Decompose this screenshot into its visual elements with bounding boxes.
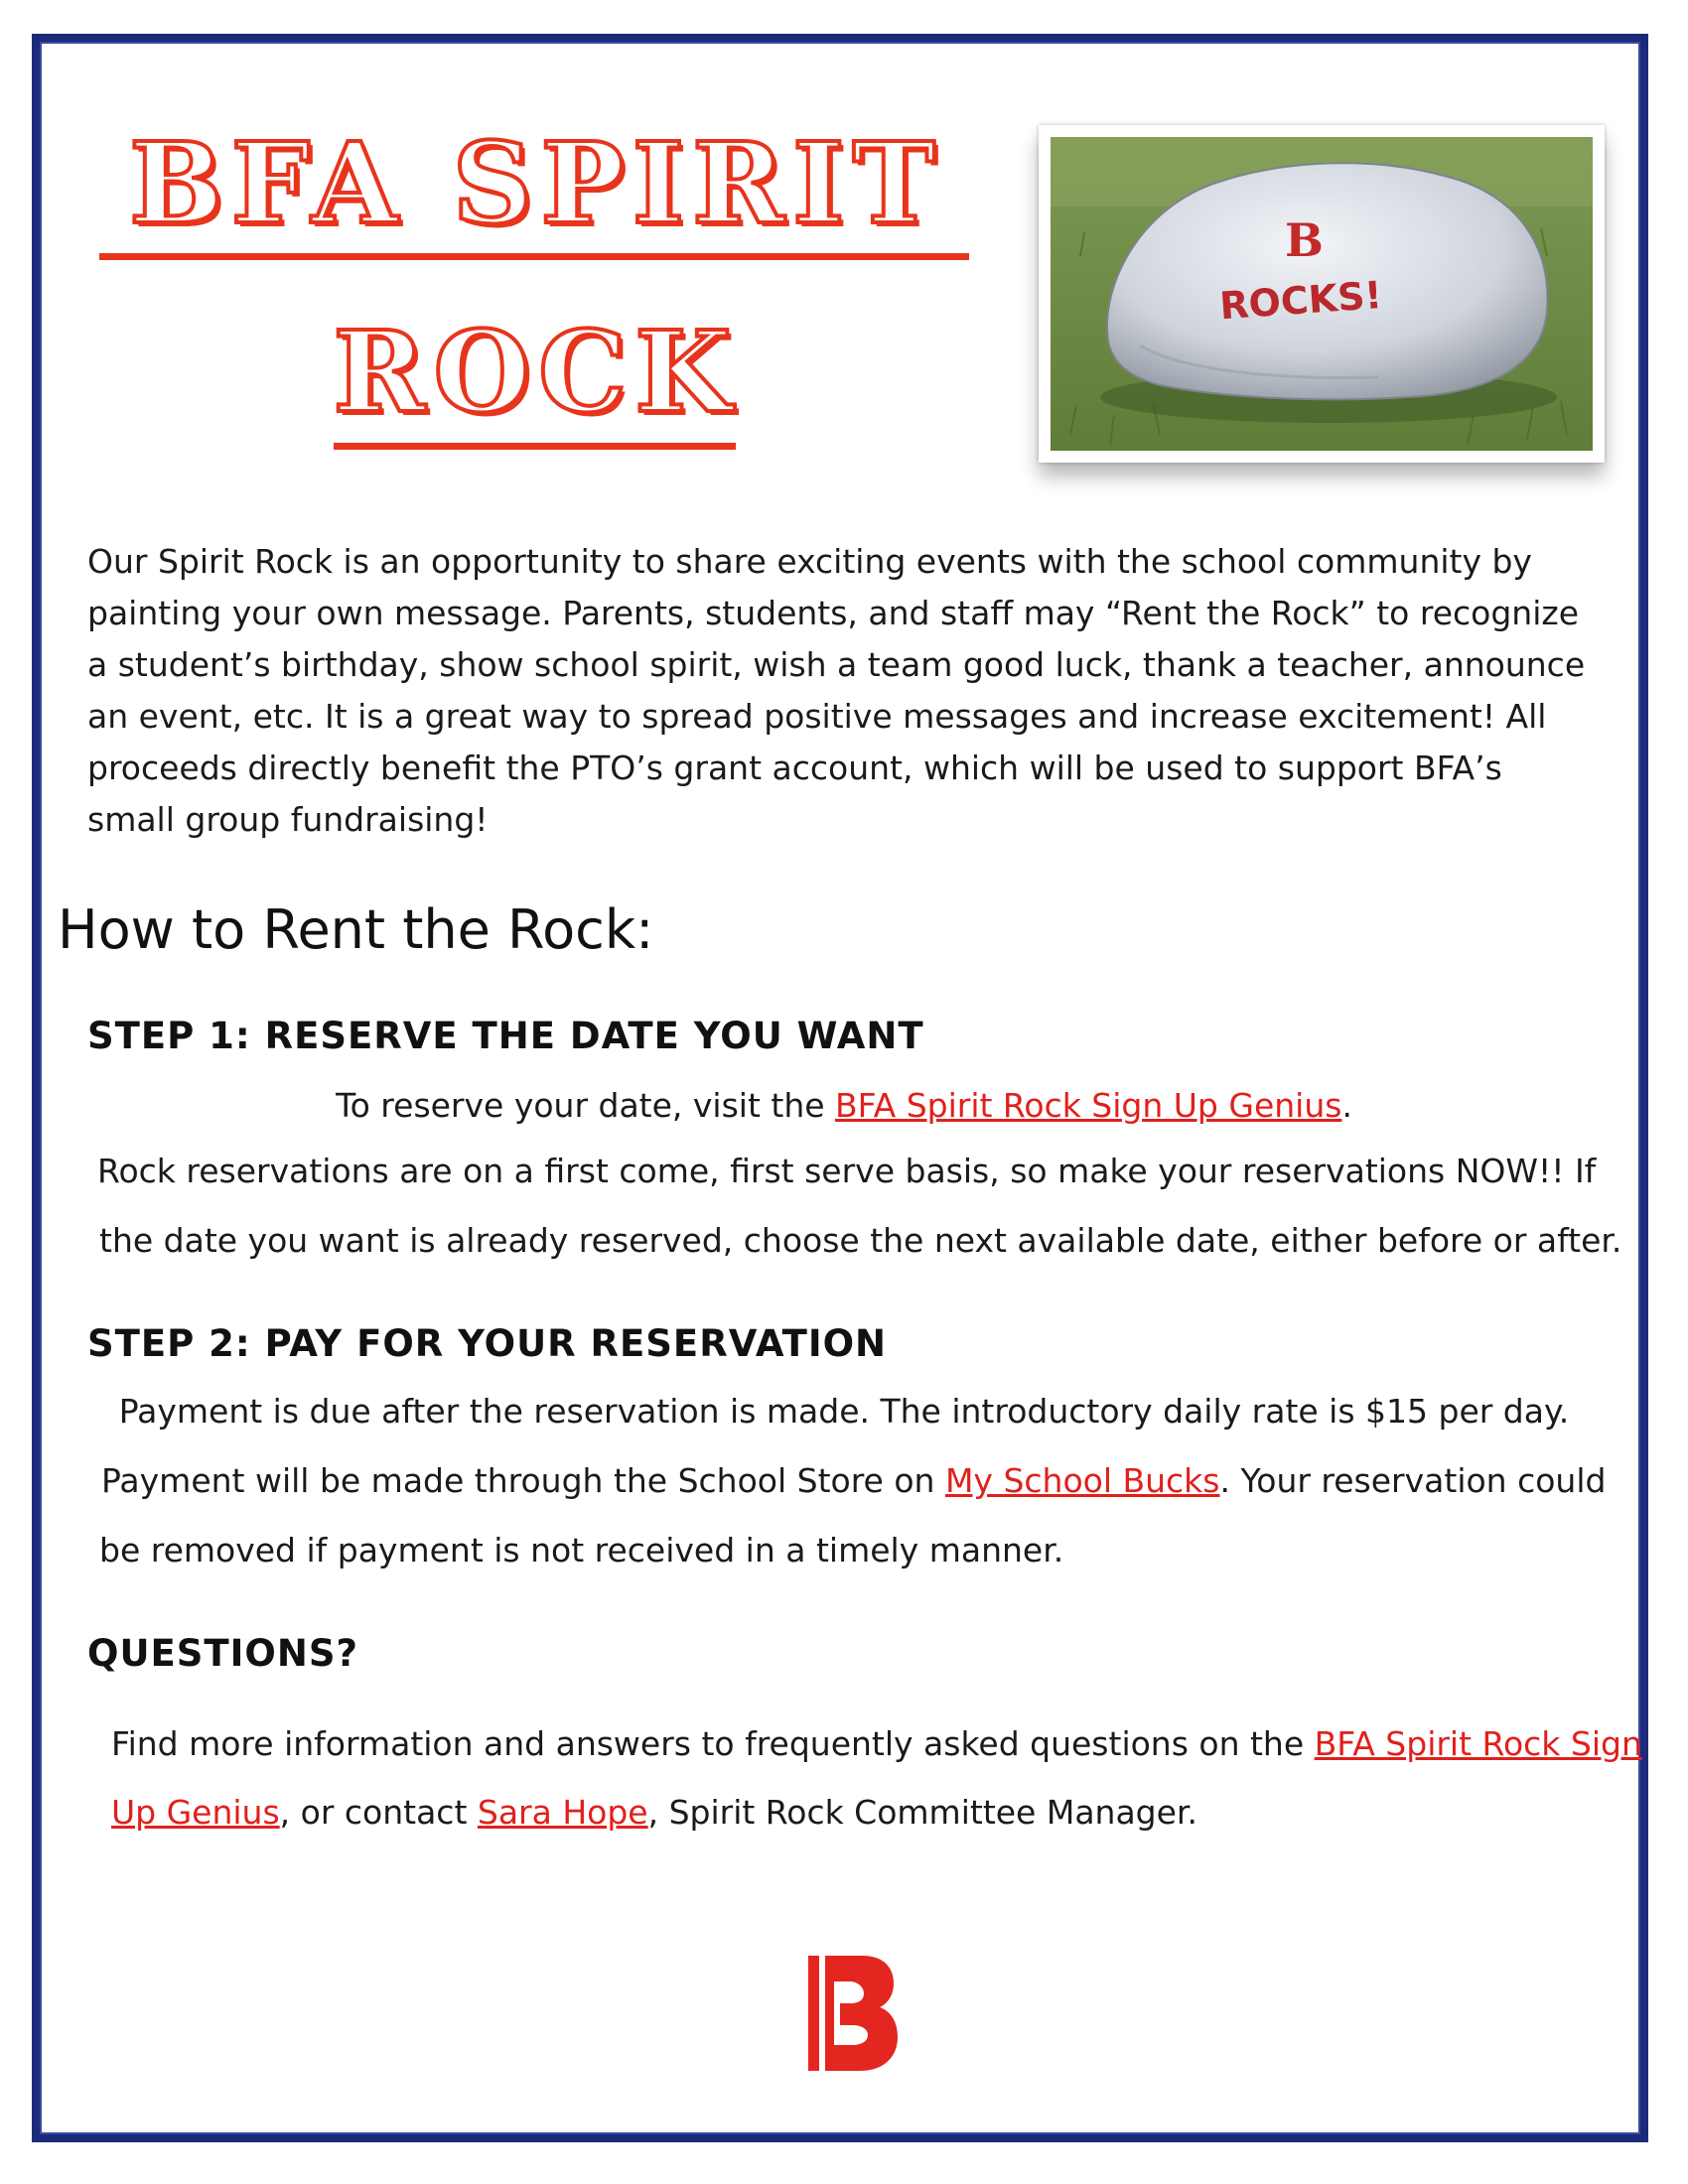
step2-pay-line1 bbox=[101, 1461, 1606, 1500]
title-line-2: ROCK bbox=[333, 308, 740, 438]
faq-signup-genius-link-part1[interactable]: BFA Spirit Rock Sign bbox=[1314, 1724, 1642, 1763]
pay-text: Payment will be made through the School Store on bbox=[101, 1461, 945, 1500]
rock-text: ROCKS! bbox=[1217, 273, 1384, 329]
rock-logo: B bbox=[1285, 213, 1324, 267]
reserve-text: To reserve your date, visit the bbox=[336, 1086, 836, 1125]
spirit-rock-photo bbox=[1039, 125, 1605, 463]
faq-signup-genius-link-part2[interactable]: Up Genius bbox=[111, 1793, 280, 1832]
signup-genius-link[interactable]: BFA Spirit Rock Sign Up Genius bbox=[835, 1086, 1342, 1125]
my-school-bucks-link[interactable]: My School Bucks bbox=[944, 1461, 1220, 1500]
title-underline-1 bbox=[99, 253, 969, 260]
questions-text: Find more information and answers to frequently asked questions on the bbox=[111, 1724, 1315, 1763]
questions-line2 bbox=[111, 1793, 1197, 1832]
intro-paragraph: Our Spirit Rock is an opportunity to share exciting events with the school community by painting your own message. Parents, students, and staff may “Rent the Rock” to recognize a student’s birthday, show school spirit, wish a team good luck, thank a teacher, announce an event, etc. It is a great way to spread positive messages and increase excitement! All proceeds directly benefit the PTO’s grant account, which will be used to support BFA’s small group fundraising! bbox=[87, 542, 1586, 839]
step1-heading: STEP 1: RESERVE THE DATE YOU WANT bbox=[87, 1015, 924, 1057]
reserve-period: . bbox=[1341, 1086, 1352, 1125]
step2-pay-line2: be removed if payment is not received in a timely manner. bbox=[99, 1531, 1064, 1570]
title-underline-2 bbox=[334, 443, 736, 450]
questions-line1 bbox=[111, 1724, 1642, 1763]
step1-note-line1: Rock reservations are on a first come, first serve basis, so make your reservations NOW!! If bbox=[97, 1152, 1597, 1190]
title-line-1: BFA SPIRIT bbox=[129, 119, 943, 249]
how-to-rent-heading: How to Rent the Rock: bbox=[58, 898, 654, 961]
step2-heading: STEP 2: PAY FOR YOUR RESERVATION bbox=[87, 1322, 888, 1365]
step2-rate-line: Payment is due after the reservation is made. The introductory daily rate is $15 per day. bbox=[118, 1392, 1570, 1431]
step1-reserve-line bbox=[0, 1086, 1688, 1125]
rock-image bbox=[1051, 137, 1593, 451]
pay-text-suffix: . Your reservation could bbox=[1219, 1461, 1607, 1500]
questions-heading: QUESTIONS? bbox=[87, 1632, 358, 1675]
questions-middle: , or contact bbox=[279, 1793, 478, 1832]
questions-suffix: , Spirit Rock Committee Manager. bbox=[647, 1793, 1197, 1832]
bfa-logo-icon bbox=[800, 1950, 900, 2077]
step1-note-line2: the date you want is already reserved, choose the next available date, either before or after. bbox=[99, 1221, 1622, 1260]
sara-hope-contact-link[interactable]: Sara Hope bbox=[477, 1793, 648, 1832]
